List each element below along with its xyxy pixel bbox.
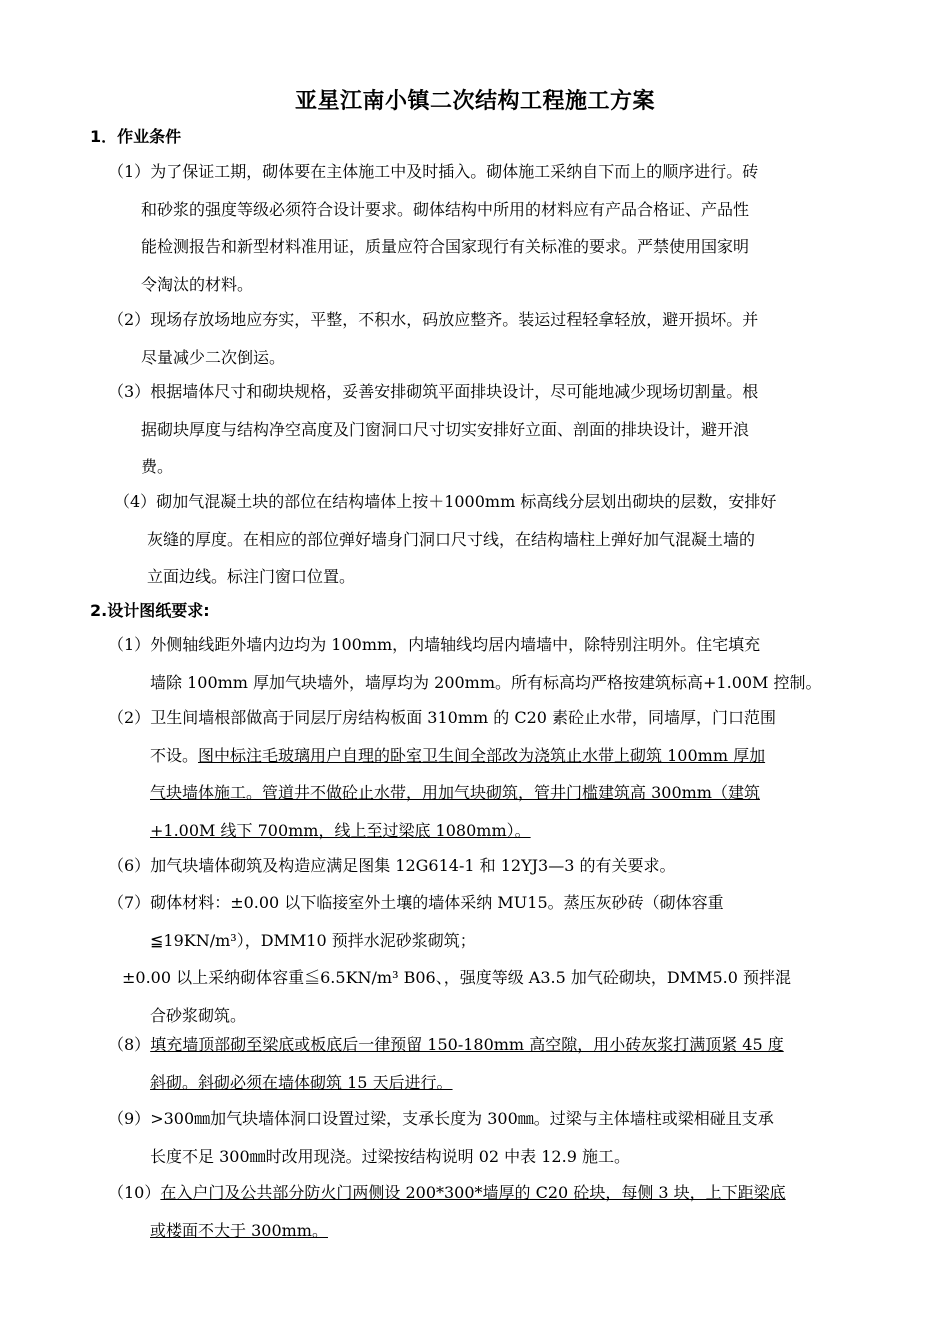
section-2-item-9 xyxy=(108,1100,774,1175)
item-text: 加气块墙体砌筑及构造应满足图集 12G614-1 和 12YJ3—3 的有关要求。 xyxy=(150,856,676,875)
underlined-text: +1.00M 线下 700mm，线上至过梁底 1080mm）。 xyxy=(150,820,531,840)
item-text: ±0.00 以上采纳砌体容重≦6.5KN/m³ B06、，强度等级 A3.5 加气砼砌块，DMM5.0 预拌混 xyxy=(122,968,791,987)
item-number: （6） xyxy=(108,856,151,875)
item-number: （2） xyxy=(108,310,151,329)
section-1-item-1 xyxy=(108,153,758,303)
document-title: 亚星江南小镇二次结构工程施工方案 xyxy=(294,89,655,114)
underlined-text: 或楼面不大于 300mm。 xyxy=(150,1220,328,1240)
section-1-item-4 xyxy=(114,483,776,596)
item-text: ≦19KN/m³），DMM10 预拌水泥砂浆砌筑； xyxy=(150,930,476,950)
item-text: 外侧轴线距外墙内边均为 100mm，内墙轴线均居内墙墙中，除特别注明外。住宅填充 xyxy=(150,635,761,654)
item-number: （3） xyxy=(108,382,151,401)
item-number: （10） xyxy=(108,1183,161,1202)
item-text: 现场存放场地应夯实，平整，不积水，码放应整齐。装运过程轻拿轻放，避开损坏。并 xyxy=(150,310,759,329)
section-1-heading: 1．作业条件 xyxy=(90,127,182,146)
item-text: 为了保证工期，砌体要在主体施工中及时插入。砌体施工采纳自下而上的顺序进行。砖 xyxy=(150,162,759,181)
item-text: 不设。 xyxy=(150,745,199,765)
underlined-text: 填充墙顶部砌至梁底或板底后一律预留 150-180mm 高空隙，用小砖灰浆打满顶紧 45 度 xyxy=(150,1035,784,1054)
item-text: 和砂浆的强度等级必须符合设计要求。砌体结构中所用的材料应有产品合格证、产品性 xyxy=(141,199,750,219)
underlined-text: 在入户门及公共部分防火门两侧设 200*300*墙厚的 C20 砼块，每侧 3 块，上下距梁底 xyxy=(160,1183,786,1202)
item-text: 立面边线。标注门窗口位置。 xyxy=(147,567,356,586)
item-number: （2） xyxy=(108,708,151,727)
item-number: （1） xyxy=(108,635,151,654)
section-2-item-2 xyxy=(108,699,776,849)
item-text: 砌体材料：±0.00 以下临接室外土壤的墙体采纳 MU15。蒸压灰砂砖（砌体容重 xyxy=(150,893,724,912)
item-text: >300㎜加气块墙体洞口设置过梁，支承长度为 300㎜。过梁与主体墙柱或梁相碰且支承 xyxy=(150,1109,774,1128)
section-1-item-3 xyxy=(108,373,758,486)
item-text: 据砌块厚度与结构净空高度及门窗洞口尺寸切实安排好立面、剖面的排块设计，避开浪 xyxy=(141,419,750,439)
item-number: （9） xyxy=(108,1109,151,1128)
section-2-item-1 xyxy=(108,626,822,701)
item-text: 尽量减少二次倒运。 xyxy=(141,347,286,367)
item-number: （7） xyxy=(108,893,151,912)
section-2-item-8 xyxy=(108,1026,784,1101)
underlined-text: 气块墙体施工。管道井不做砼止水带，用加气块砌筑，管井门槛建筑高 300mm（建筑 xyxy=(150,783,760,802)
underlined-text: 图中标注毛玻璃用户自理的卧室卫生间全部改为浇筑止水带上砌筑 100mm 厚加 xyxy=(198,745,766,765)
item-text: 合砂浆砌筑。 xyxy=(150,1005,247,1025)
item-text: 卫生间墙根部做高于同层厅房结构板面 310mm 的 C20 素砼止水带，同墙厚，门口范围 xyxy=(150,708,777,727)
item-number: （4） xyxy=(114,492,157,511)
item-text: 墙除 100mm 厚加气块墙外，墙厚均为 200mm。所有标高均严格按建筑标高+1.00M 控制。 xyxy=(150,672,822,692)
section-2-item-7 xyxy=(108,884,791,1034)
item-text: 砌加气混凝土块的部位在结构墙体上按＋1000mm 标高线分层划出砌块的层数，安排好 xyxy=(156,492,777,511)
item-text: 费。 xyxy=(141,457,174,476)
item-text: 令淘汰的材料。 xyxy=(141,274,254,294)
item-number: （1） xyxy=(108,162,151,181)
item-text: 能检测报告和新型材料准用证，质量应符合国家现行有关标准的要求。严禁使用国家明 xyxy=(141,237,750,256)
section-1-item-2 xyxy=(108,301,758,376)
item-text: 长度不足 300㎜时改用现浇。过梁按结构说明 02 中表 12.9 施工。 xyxy=(150,1146,630,1166)
section-2-item-10 xyxy=(108,1174,786,1249)
item-text: 根据墙体尺寸和砌块规格，妥善安排砌筑平面排块设计，尽可能地减少现场切割量。根 xyxy=(150,382,759,401)
underlined-text: 斜砌。斜砌必须在墙体砌筑 15 天后进行。 xyxy=(150,1072,453,1092)
item-number: （8） xyxy=(108,1035,151,1054)
section-2-item-6 xyxy=(108,847,676,885)
section-2-heading: 2.设计图纸要求: xyxy=(90,601,210,620)
item-text: 灰缝的厚度。在相应的部位弹好墙身门洞口尺寸线，在结构墙柱上弹好加气混凝土墙的 xyxy=(147,529,756,549)
